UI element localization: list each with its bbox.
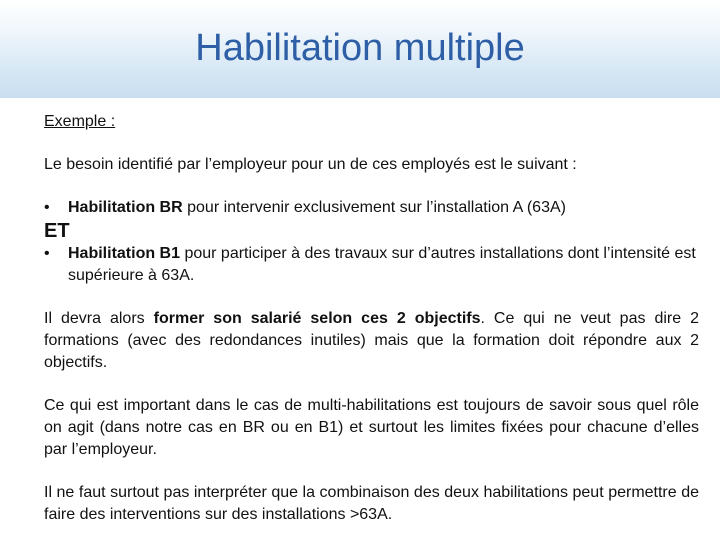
bullet-dot-icon: • bbox=[44, 199, 50, 216]
slide-body bbox=[44, 111, 699, 526]
paragraph-former-bold: former son salarié selon ces 2 objectifs bbox=[153, 310, 481, 327]
bullet-dot-icon: • bbox=[44, 245, 50, 262]
paragraph-interpretation: Il ne faut surtout pas interpréter que la combinaison des deux habilitations peut permettre de faire des interventions sur des installations >63A. bbox=[44, 484, 699, 523]
bullet-habilitation-b1 bbox=[44, 243, 699, 287]
paragraph-former bbox=[44, 308, 699, 374]
bullet-habilitation-br bbox=[44, 197, 699, 219]
bullet-b1-bold: Habilitation B1 bbox=[68, 245, 181, 262]
et-connector: ET bbox=[44, 220, 70, 242]
bullet-br-text: pour intervenir exclusivement sur l’installation A (63A) bbox=[182, 199, 566, 216]
example-label: Exemple : bbox=[44, 113, 116, 130]
title-banner bbox=[0, 0, 720, 98]
paragraph-former-pre: Il devra alors bbox=[44, 310, 154, 327]
intro-text: Le besoin identifié par l’employeur pour un de ces employés est le suivant : bbox=[44, 156, 577, 173]
paragraph-former-post: . Ce qui ne veut pas dire 2 formations (avec des redondances inutiles) mais que la formation doit répondre aux 2 objectifs. bbox=[44, 310, 700, 371]
bullet-b1-text: pour participer à des travaux sur d’autres installations dont l’intensité est supérieure à 63A. bbox=[68, 245, 696, 284]
bullet-br-bold: Habilitation BR bbox=[68, 199, 183, 216]
paragraph-multi-habilitations: Ce qui est important dans le cas de multi-habilitations est toujours de savoir sous quel rôle on agit (dans notre cas en BR ou en B1) et surtout les limites fixées pour chacune d’elles par l’employeur. bbox=[44, 397, 699, 458]
page-title: Habilitation multiple bbox=[195, 27, 525, 69]
